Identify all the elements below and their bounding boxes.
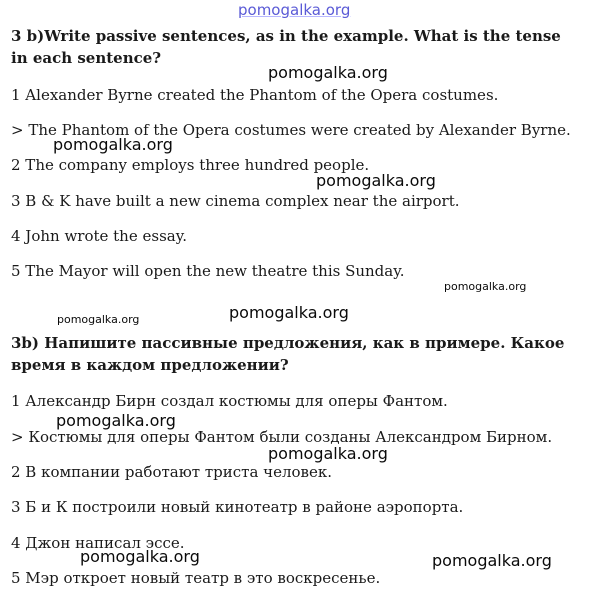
watermark: pomogalka.org bbox=[268, 63, 388, 82]
watermark: pomogalka.org bbox=[53, 135, 173, 154]
watermark: pomogalka.org bbox=[56, 411, 176, 430]
english-sentence-3: 3 B & K have built a new cinema complex near the airport. bbox=[11, 192, 460, 210]
watermark: pomogalka.org bbox=[432, 551, 552, 570]
watermark: pomogalka.org bbox=[268, 444, 388, 463]
watermark: pomogalka.org bbox=[57, 313, 140, 326]
watermark: pomogalka.org bbox=[229, 303, 349, 322]
english-sentence-4: 4 John wrote the essay. bbox=[11, 227, 187, 245]
english-sentence-2: 2 The company employs three hundred people. bbox=[11, 156, 370, 174]
english-sentence-5: 5 The Mayor will open the new theatre this Sunday. bbox=[11, 262, 405, 280]
watermark: pomogalka.org bbox=[316, 171, 436, 190]
russian-sentence-4: 4 Джон написал эссе. bbox=[11, 534, 185, 552]
russian-example-answer: > Костюмы для оперы Фантом были созданы Александром Бирном. bbox=[11, 428, 553, 446]
watermark: pomogalka.org bbox=[444, 280, 527, 293]
russian-sentence-3: 3 Б и К построили новый кинотеатр в районе аэропорта. bbox=[11, 498, 464, 516]
watermark-top: pomogalka.org bbox=[238, 1, 351, 19]
english-sentence-1: 1 Alexander Byrne created the Phantom of the Opera costumes. bbox=[11, 86, 499, 104]
watermark: pomogalka.org bbox=[80, 547, 200, 566]
russian-sentence-1: 1 Александр Бирн создал костюмы для оперы Фантом. bbox=[11, 392, 448, 410]
russian-sentence-5: 5 Мэр откроет новый театр в это воскресенье. bbox=[11, 569, 381, 587]
english-example-answer: > The Phantom of the Opera costumes were created by Alexander Byrne. bbox=[11, 121, 571, 139]
russian-sentence-2: 2 В компании работают триста человек. bbox=[11, 463, 332, 481]
russian-task-heading: 3b) Напишите пассивные предложения, как в примере. Какое время в каждом предложении? bbox=[11, 334, 565, 374]
english-task-heading: 3 b)Write passive sentences, as in the example. What is the tense in each sentence? bbox=[11, 27, 561, 67]
